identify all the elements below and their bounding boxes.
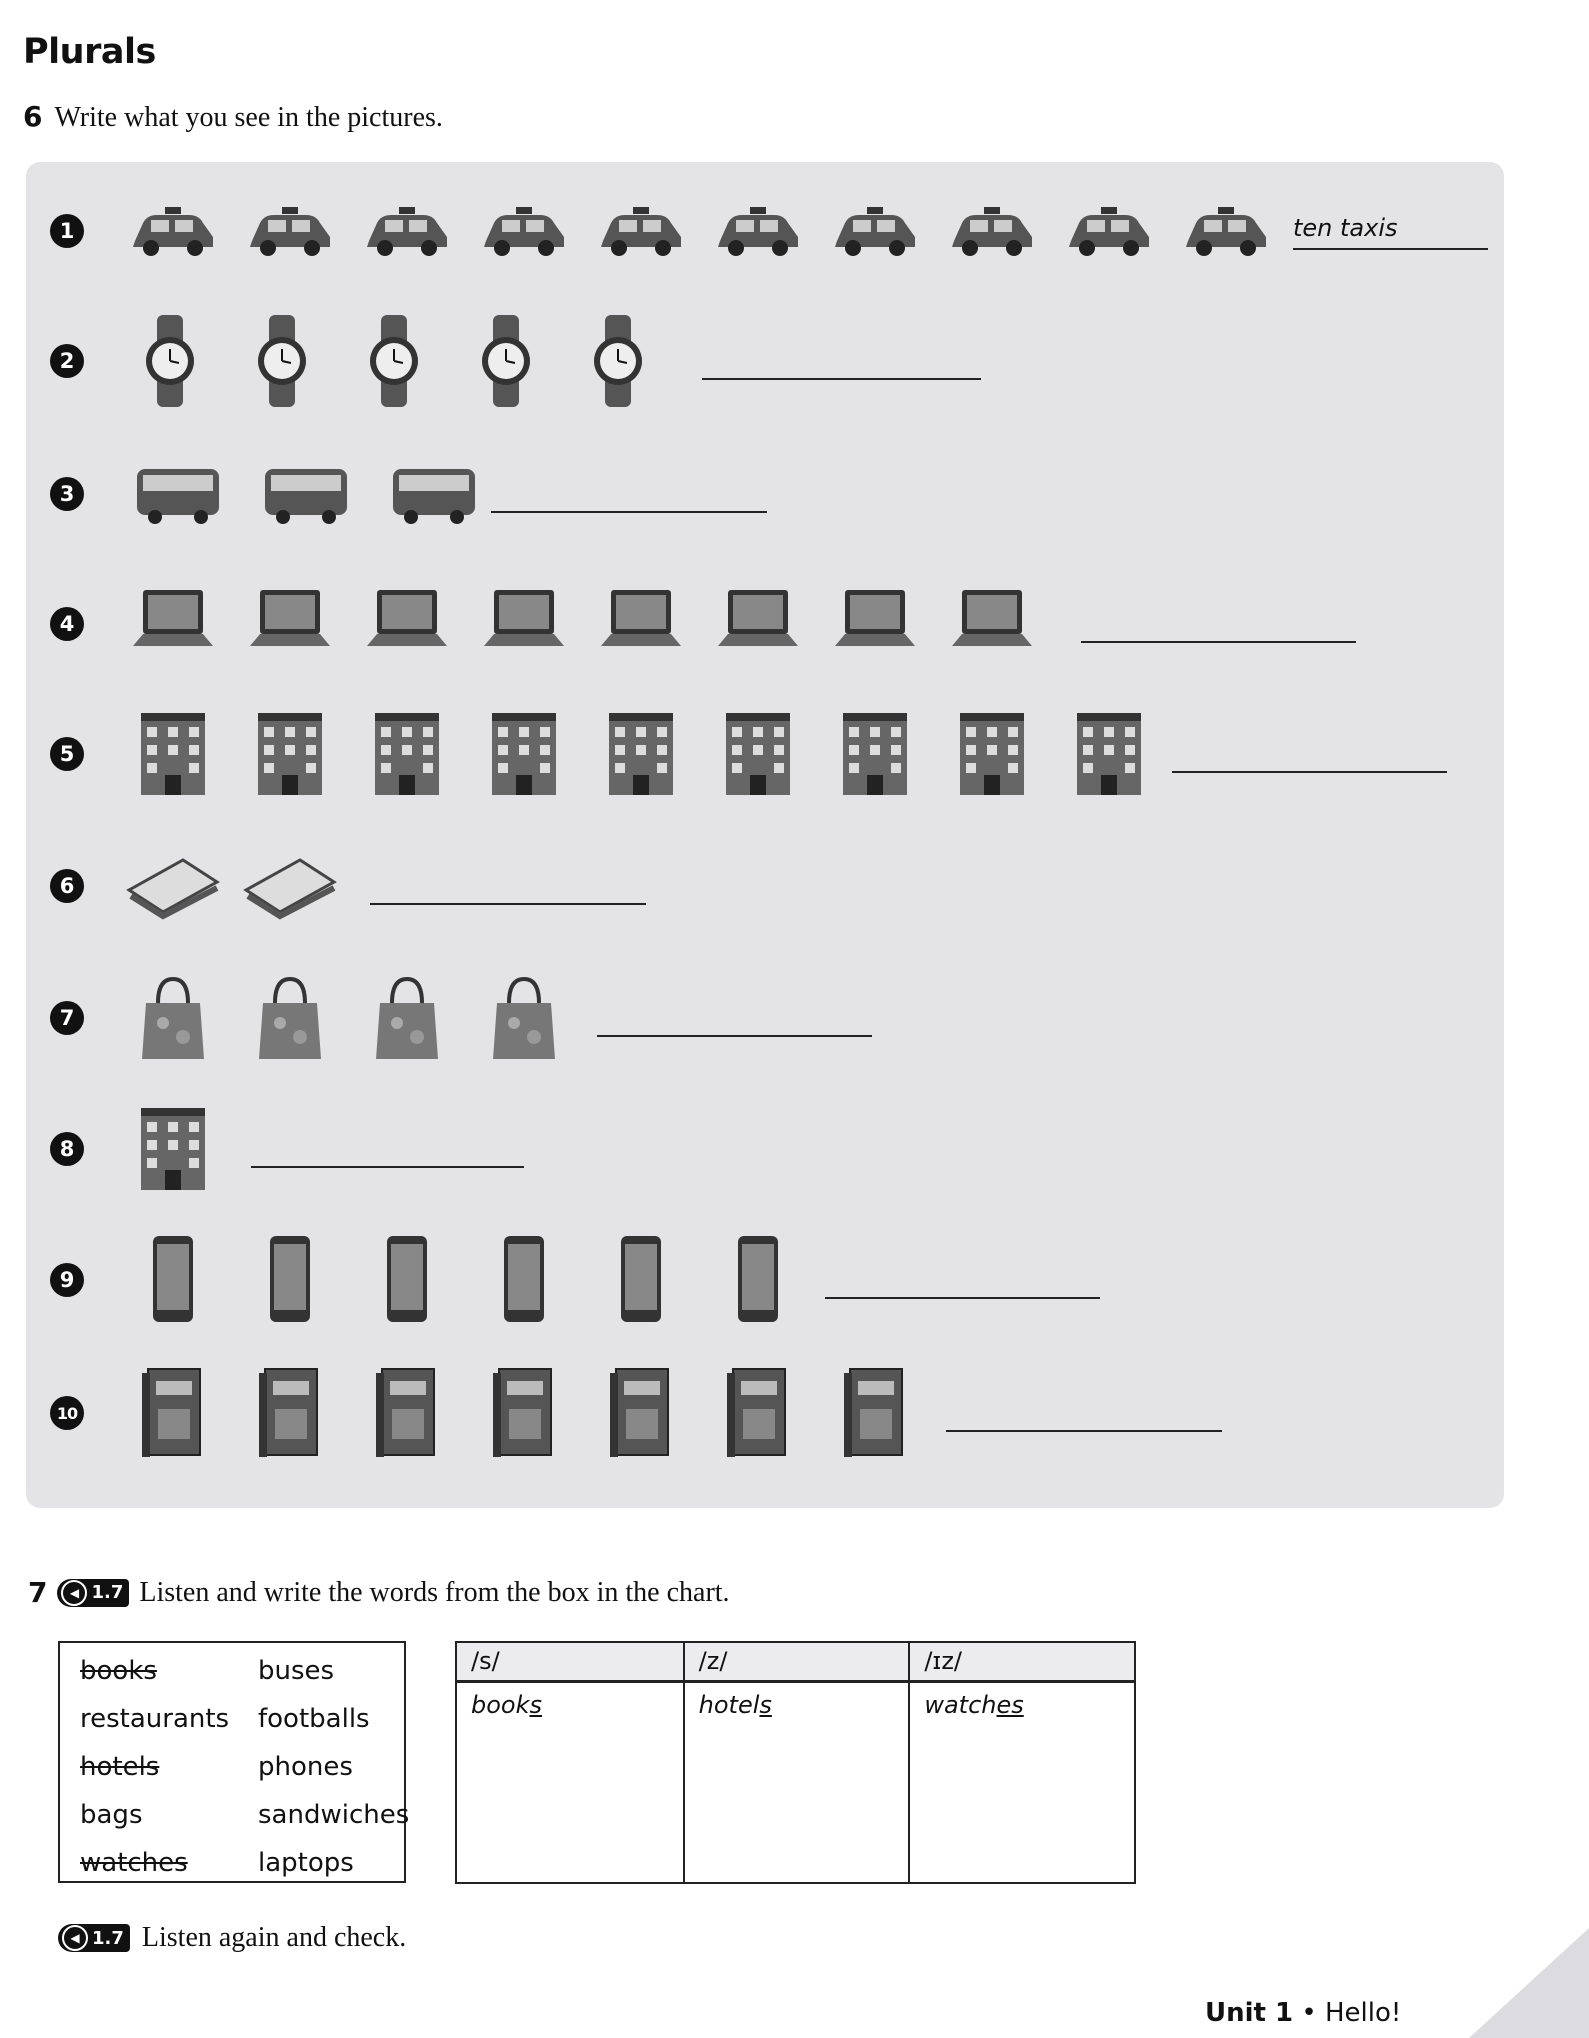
chart-header-iz: /ɪz/ [908,1643,1134,1683]
phone-icon [114,1230,231,1330]
answer-line[interactable] [702,344,981,380]
item-number: 10 [50,1396,84,1430]
item-number: 8 [50,1132,84,1166]
hotel-icon [114,704,231,804]
book-icon [816,1363,933,1463]
hotel-icon [231,704,348,804]
word-box-item: hotels [80,1752,160,1782]
audio-track-button[interactable] [57,1579,129,1607]
pictures [114,968,582,1068]
pictures [114,1230,816,1330]
word-box-item: footballs [258,1704,370,1734]
laptop-icon [933,574,1050,674]
taxi-icon [699,181,816,281]
exercise-number: 6 [23,100,43,133]
taxi-icon [1167,181,1284,281]
sandwich-icon [231,836,348,936]
answer-line[interactable] [825,1263,1100,1299]
taxi-icon [465,181,582,281]
hotel-icon [582,704,699,804]
answer-line[interactable] [1172,737,1447,773]
taxi-icon [816,181,933,281]
item-number: 2 [50,344,84,378]
laptop-icon [816,574,933,674]
hotel-icon [1050,704,1167,804]
item-number: 5 [50,737,84,771]
laptop-icon [465,574,582,674]
hotel-icon [465,704,582,804]
chart-column-s[interactable] [457,1683,683,1882]
bus-icon [114,444,242,544]
taxi-icon [114,181,231,281]
picture-row-4 [50,569,1050,679]
word-box-item: books [80,1656,157,1686]
laptop-icon [231,574,348,674]
laptop-icon [348,574,465,674]
pictures [114,836,348,936]
taxi-icon [582,181,699,281]
answer-line[interactable] [251,1132,524,1168]
hotel-icon [348,704,465,804]
hotel-icon [699,704,816,804]
book-icon [582,1363,699,1463]
pictures [114,311,674,411]
pictures [114,181,1284,281]
watch-icon [226,311,338,411]
watch-icon [114,311,226,411]
laptop-icon [582,574,699,674]
watch-icon [562,311,674,411]
answer-line[interactable] [491,477,767,513]
answer-line[interactable]: ten taxis [1293,214,1488,250]
item-number: 1 [50,214,84,248]
chart-header-z: /z/ [683,1643,909,1683]
taxi-icon [231,181,348,281]
answer-line[interactable] [370,869,646,905]
unit-title: Hello! [1324,1998,1402,2028]
phone-icon [231,1230,348,1330]
example-word-ending: s [529,1691,543,1719]
laptop-icon [699,574,816,674]
item-number: 6 [50,869,84,903]
bag-icon [114,968,231,1068]
pictures [114,1363,933,1463]
example-word-stem: watch [924,1691,997,1719]
book-icon [231,1363,348,1463]
answer-line[interactable] [597,1001,872,1037]
bus-icon [370,444,498,544]
taxi-icon [933,181,1050,281]
picture-row-10 [50,1358,933,1468]
audio-track-label: 1.7 [92,1927,124,1949]
page-footer [1205,1998,1401,2028]
sound-chart [455,1641,1136,1884]
taxi-icon [348,181,465,281]
book-icon [465,1363,582,1463]
picture-row-3 [50,439,498,549]
phone-icon [582,1230,699,1330]
picture-row-2 [50,306,674,416]
word-box-item: laptops [258,1848,354,1878]
chart-column-z[interactable] [683,1683,909,1882]
word-box-item: watches [80,1848,188,1878]
watch-icon [338,311,450,411]
item-number: 9 [50,1263,84,1297]
picture-row-5 [50,699,1167,809]
bag-icon [231,968,348,1068]
watch-icon [450,311,562,411]
phone-icon [699,1230,816,1330]
answer-line[interactable] [1081,607,1356,643]
exercise-number: 7 [28,1576,48,1609]
book-icon [699,1363,816,1463]
exercise-7-heading [28,1576,730,1609]
speaker-icon: ◀ [61,1580,87,1606]
taxi-icon [1050,181,1167,281]
exercise-instruction: Listen and write the words from the box in the chart. [139,1576,730,1608]
bus-icon [242,444,370,544]
pictures [114,1099,231,1199]
word-box-item: buses [258,1656,335,1686]
page-corner [1469,1928,1589,2038]
word-box-item: sandwiches [258,1800,410,1830]
answer-line[interactable] [946,1396,1222,1432]
exercise-instruction: Write what you see in the pictures. [54,102,443,133]
exercise-6-heading [23,100,443,134]
word-box-item: phones [258,1752,353,1782]
word-box [58,1641,410,1883]
unit-label: Unit 1 [1205,1998,1294,2028]
item-number: 7 [50,1001,84,1035]
phone-icon [348,1230,465,1330]
book-icon [114,1363,231,1463]
footer-separator: • [1301,1998,1317,2028]
audio-track-button[interactable] [58,1924,130,1952]
word-box-item: restaurants [80,1704,230,1734]
example-word-stem: book [471,1691,530,1719]
sandwich-icon [114,836,231,936]
laptop-icon [114,574,231,674]
picture-row-8 [50,1094,231,1204]
example-word-ending: es [996,1691,1024,1719]
hotel-icon [933,704,1050,804]
section-title: Plurals [23,32,156,72]
item-number: 4 [50,607,84,641]
chart-column-iz[interactable] [908,1683,1134,1882]
word-box-item: bags [80,1800,143,1830]
phone-icon [465,1230,582,1330]
listen-again-line [58,1922,406,1954]
chart-header-s: /s/ [457,1643,683,1683]
bag-icon [348,968,465,1068]
book-icon [348,1363,465,1463]
picture-row-9 [50,1225,816,1335]
pictures [114,444,498,544]
example-word-stem: hotel [698,1691,760,1719]
example-word-ending: s [759,1691,772,1719]
hotel-icon [114,1099,231,1199]
speaker-icon: ◀ [62,1925,88,1951]
hotel-icon [816,704,933,804]
audio-track-label: 1.7 [91,1582,124,1603]
picture-row-1 [50,176,1284,286]
picture-row-6 [50,831,348,941]
picture-row-7 [50,963,582,1073]
check-instruction: Listen again and check. [141,1922,407,1953]
page-number: 9 [1507,1998,1523,2026]
bag-icon [465,968,582,1068]
pictures [114,704,1167,804]
item-number: 3 [50,477,84,511]
pictures [114,574,1050,674]
